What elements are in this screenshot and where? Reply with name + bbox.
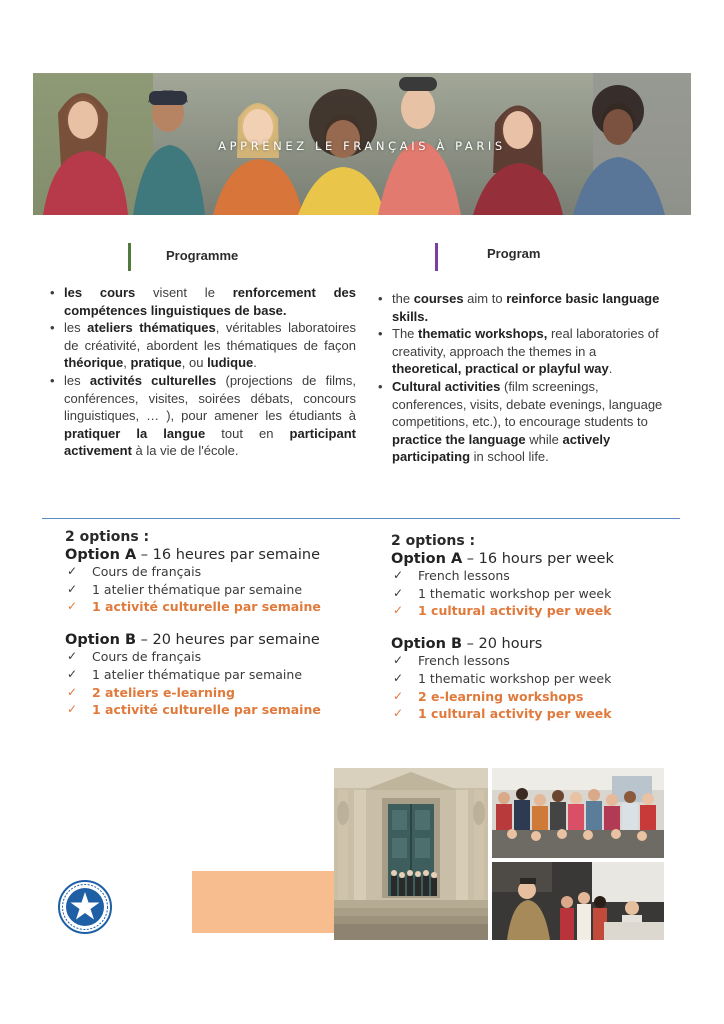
bold-text: theoretical, practical or playful way [392,361,609,377]
option-item [391,652,691,670]
bold-text: les cours [64,285,136,300]
list-item [378,325,668,378]
option-item-label: French lessons [418,653,510,669]
option-item-label: 1 thematic workshop per week [418,585,612,601]
option-item-label: 1 activité culturelle par semaine [92,702,321,718]
option-item [65,684,365,702]
option-item [65,666,365,684]
checkmark-icon: ✓ [393,688,404,703]
option-a-detail: – 16 hours per week [462,551,614,567]
bold-text: thematic workshops, [418,326,548,342]
text: les [64,372,90,388]
bold-text: ateliers thématiques [87,320,216,336]
option-item [65,648,365,666]
option-b-detail: – 20 hours [462,636,543,653]
option-b-title [391,636,691,652]
options-en [391,533,691,723]
checkmark-icon: ✓ [67,649,78,664]
option-item-label: 2 e-learning workshops [418,688,584,704]
text: (projections de films, conférences, visites, soirées débats, concours linguistiques, … ), pour amener les étudiants à [64,372,356,424]
option-a-detail: – 16 heures par semaine [136,547,321,563]
text: the [392,291,414,306]
option-item [391,602,691,620]
checkmark-icon: ✓ [393,568,404,582]
option-b-name: Option B [391,636,462,653]
text: The [392,326,419,342]
bold-text: practice the language [392,431,526,447]
option-b-list [65,648,365,719]
list-item [50,319,356,372]
checkmark-icon: ✓ [393,670,404,685]
text: à la vie de l'école. [131,443,239,459]
option-item-label: 1 atelier thématique par semaine [92,666,303,682]
option-a-name: Option A [65,547,137,563]
bold-text: ludique [207,355,254,371]
text: , [123,355,131,371]
decorative-peach-block [192,871,336,933]
school-logo [58,880,112,934]
bold-text: pratique [130,355,182,371]
text: while [525,431,563,447]
text: . [608,361,613,377]
checkmark-icon: ✓ [393,585,404,600]
text: real laboratories of creativity, approach the themes in a [392,326,659,359]
option-item-label: 2 ateliers e-learning [92,684,235,700]
option-item [391,670,691,688]
photo-building-entrance [334,768,488,940]
option-item [391,688,691,706]
list-item [378,290,668,325]
text: , ou [181,355,208,371]
text: in school life. [470,449,549,465]
bold-text: Cultural activities [392,378,501,394]
photo-students-classroom [492,862,664,940]
option-a-title [391,551,691,567]
option-item-label: 1 activité culturelle par semaine [92,599,321,615]
option-item-label: 1 atelier thématique par semaine [92,581,303,597]
option-item-label: 1 thematic workshop per week [418,670,612,686]
text: les [64,320,88,336]
program-heading: Program [487,246,541,261]
programme-accent-bar [128,243,131,271]
checkmark-icon: ✓ [67,702,78,717]
options-fr [65,529,365,719]
text: visent le [135,285,233,300]
text: , véritables laboratoires de créativité, abordent les thématiques de façon [64,320,357,353]
option-a-list [391,567,691,620]
checkmark-icon: ✓ [67,599,78,614]
options-count: 2 options : [391,533,476,549]
section-divider [42,518,680,519]
checkmark-icon: ✓ [67,564,78,578]
option-b-detail: – 20 heures par semaine [136,632,320,649]
text: . [253,355,257,371]
list-item [50,372,356,460]
option-b-list [391,652,691,723]
photo-students-group [492,768,664,858]
checkmark-icon: ✓ [67,684,78,699]
option-item [391,585,691,603]
program-accent-bar [435,243,438,271]
star-emblem-icon [58,880,112,934]
programme-list [50,284,356,460]
option-item-label: French lessons [418,568,510,583]
option-item [65,598,365,616]
option-item [65,701,365,719]
text: aim to [463,291,507,306]
option-a-list [65,563,365,616]
option-b-name: Option B [65,632,136,649]
options-count: 2 options : [65,529,150,545]
option-a-name: Option A [391,551,463,567]
text: tout en [205,425,290,441]
option-item [391,705,691,723]
checkmark-icon: ✓ [67,581,78,596]
option-item-label: Cours de français [92,649,202,665]
program-list [378,290,668,466]
option-item-label: 1 cultural activity per week [418,706,612,722]
option-b-title [65,632,365,648]
checkmark-icon: ✓ [67,666,78,681]
hero-banner [33,73,691,215]
list-item [378,378,668,466]
bold-text: actively participating [392,431,611,465]
bold-text: reinforce basic language skills. [392,291,660,324]
bold-text: théorique [64,355,124,371]
bold-text: renforcement des compétences linguistiques de base. [64,285,356,318]
bold-text: participant activement [64,425,356,459]
bold-text: pratiquer la langue [64,425,206,441]
bold-text: activités culturelles [89,372,217,388]
option-item-label: 1 cultural activity per week [418,603,612,619]
option-item [65,581,365,599]
text: (film screenings, conferences, visits, debate evenings, language competitions, etc.), to encourage students to [392,378,663,430]
list-item [50,284,356,319]
option-item-label: Cours de français [92,564,202,579]
checkmark-icon: ✓ [393,603,404,618]
option-item [391,567,691,585]
option-a-title [65,547,365,563]
programme-heading: Programme [166,248,239,263]
checkmark-icon: ✓ [393,706,404,721]
checkmark-icon: ✓ [393,653,404,668]
banner-title: APPRENEZ LE FRANÇAIS À PARIS [218,139,506,153]
bold-text: courses [413,291,464,306]
option-item [65,563,365,581]
